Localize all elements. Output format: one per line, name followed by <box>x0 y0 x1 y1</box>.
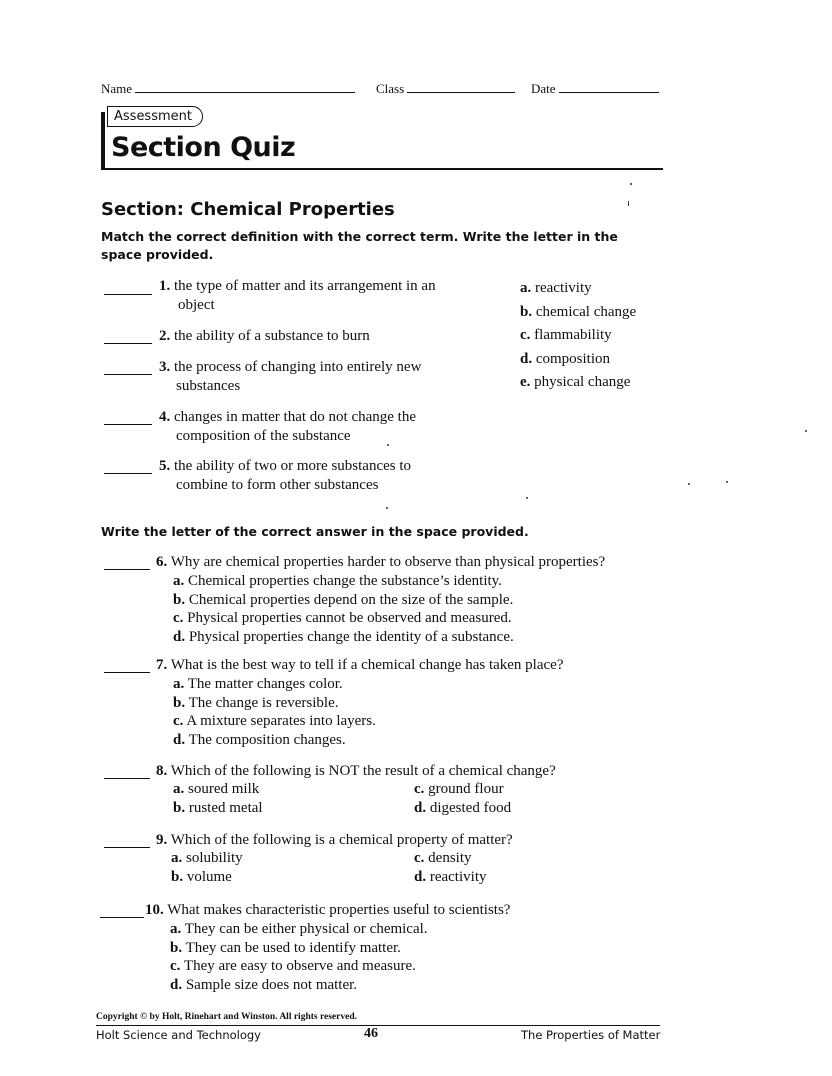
matching-instructions: Match the correct definition with the correct term. Write the letter in the space provided. <box>101 229 618 262</box>
page-number: 46 <box>364 1026 378 1041</box>
scan-speck <box>628 201 629 206</box>
item-number: 1. <box>159 278 171 294</box>
option-letter: c. <box>414 850 425 866</box>
date-label: Date <box>531 81 556 96</box>
option <box>156 712 676 731</box>
term-text: composition <box>535 350 611 367</box>
date-field[interactable] <box>559 80 659 93</box>
matching-item-5 <box>159 457 489 495</box>
term-text: flammability <box>534 327 612 343</box>
question-text: What makes characteristic properties useful to scientists? <box>167 902 511 918</box>
title-rule <box>101 168 663 170</box>
term-letter: a. <box>520 280 532 296</box>
section-heading: Section: Chemical Properties <box>101 199 395 220</box>
page-title-text: Section Quiz <box>111 132 296 163</box>
option-text: They can be either physical or chemical. <box>184 921 428 937</box>
option <box>145 976 675 995</box>
scan-speck <box>726 481 728 483</box>
copyright: Copyright © by Holt, Rinehart and Winston. All rights reserved. <box>96 1012 357 1022</box>
answer-blank-6[interactable] <box>104 569 150 570</box>
question-text: Why are chemical properties harder to observe than physical properties? <box>170 554 606 570</box>
item-text: changes in matter that do not change the <box>174 409 416 425</box>
item-text: the ability of a substance to burn <box>174 328 370 344</box>
term-d <box>520 348 636 372</box>
answer-blank-1[interactable] <box>104 294 152 295</box>
option <box>414 849 472 868</box>
term-text: chemical change <box>535 303 637 320</box>
term-letter: d. <box>520 350 533 367</box>
option-text: density <box>428 850 472 866</box>
item-text-cont: composition of the substance <box>176 428 351 444</box>
option-text: rusted metal <box>188 800 263 816</box>
matching-item-1 <box>159 277 489 315</box>
answer-blank-8[interactable] <box>104 778 150 779</box>
option-letter: b. <box>173 591 186 608</box>
option <box>173 799 263 818</box>
scan-speck <box>386 507 388 509</box>
option <box>156 591 676 610</box>
option <box>156 609 676 628</box>
scan-speck <box>688 483 690 485</box>
answer-blank-5[interactable] <box>104 473 152 474</box>
assessment-badge-label: Assessment <box>114 109 192 124</box>
item-number: 3. <box>159 359 171 375</box>
option-letter: a. <box>170 921 182 937</box>
name-label: Name <box>101 81 133 96</box>
option <box>156 628 676 647</box>
answer-blank-4[interactable] <box>104 424 152 425</box>
mc-instructions: Write the letter of the correct answer in the space provided. <box>101 524 529 539</box>
term-text: reactivity <box>535 280 592 296</box>
option <box>156 572 676 591</box>
option-text: A mixture separates into layers. <box>186 713 376 729</box>
question-9 <box>156 831 676 850</box>
option-text: ground flour <box>428 781 504 797</box>
question-text: What is the best way to tell if a chemical change has taken place? <box>170 657 564 673</box>
option-text: Sample size does not matter. <box>185 976 358 993</box>
option-text: Physical properties cannot be observed and measured. <box>187 610 512 626</box>
option-text: digested food <box>429 800 512 816</box>
option-letter: c. <box>173 610 184 626</box>
footer-right: The Properties of Matter <box>521 1028 661 1042</box>
question-number: 9. <box>156 832 168 848</box>
option-letter: d. <box>414 800 427 816</box>
option-letter: a. <box>173 781 185 797</box>
option-letter: c. <box>414 781 425 797</box>
option-text: reactivity <box>429 869 487 885</box>
option-letter: a. <box>171 850 183 866</box>
class-field[interactable] <box>407 80 515 93</box>
question-number: 8. <box>156 763 168 779</box>
term-c <box>520 324 636 348</box>
item-number: 5. <box>159 458 171 474</box>
option-letter: b. <box>170 939 183 956</box>
answer-blank-10[interactable] <box>100 917 144 918</box>
term-letter: c. <box>520 327 531 343</box>
item-text-cont: combine to form other substances <box>176 477 379 493</box>
question-stem <box>156 656 676 675</box>
option <box>145 920 675 939</box>
option-text: Chemical properties depend on the size of the sample. <box>188 591 514 608</box>
option <box>414 799 511 818</box>
term-letter: e. <box>520 374 531 390</box>
option <box>156 731 676 750</box>
class-label: Class <box>376 81 405 96</box>
question-6 <box>156 553 676 646</box>
answer-blank-7[interactable] <box>104 672 150 673</box>
option-letter: a. <box>173 676 185 692</box>
question-number: 7. <box>156 657 168 673</box>
matching-item-4 <box>159 408 489 446</box>
term-text: physical change <box>534 374 631 390</box>
option-text: They can be used to identify matter. <box>185 939 401 956</box>
assessment-badge <box>107 106 203 127</box>
option-text: Chemical properties change the substance’s identity. <box>188 573 502 589</box>
footer-left: Holt Science and Technology <box>96 1028 261 1042</box>
scan-speck <box>387 444 389 446</box>
option <box>414 868 486 887</box>
question-stem <box>156 553 676 572</box>
term-e <box>520 371 636 395</box>
question-7 <box>156 656 676 749</box>
option-letter: d. <box>170 976 183 993</box>
term-letter: b. <box>520 303 533 320</box>
option <box>156 675 676 694</box>
option <box>414 780 504 799</box>
footer-rule <box>96 1025 660 1026</box>
scan-speck <box>526 497 528 499</box>
option-text: The matter changes color. <box>187 676 343 692</box>
scan-speck <box>805 430 807 432</box>
class-field-group <box>376 80 515 97</box>
option-text: soured milk <box>188 781 260 797</box>
question-stem <box>156 762 676 781</box>
answer-blank-2[interactable] <box>104 343 152 344</box>
option-text: volume <box>186 869 232 885</box>
option-letter: c. <box>173 713 184 729</box>
question-text: Which of the following is a chemical property of matter? <box>170 832 513 848</box>
option <box>173 780 259 799</box>
page-title <box>111 130 295 166</box>
option-text: Physical properties change the identity of a substance. <box>188 628 514 645</box>
option-letter: b. <box>173 800 186 816</box>
matching-item-3 <box>159 358 489 396</box>
option <box>171 868 232 887</box>
item-text-cont: substances <box>176 378 241 394</box>
option-letter: d. <box>414 869 427 885</box>
scan-speck <box>630 183 632 185</box>
terms-list <box>520 277 636 395</box>
question-stem <box>156 831 676 850</box>
item-text-cont: object <box>178 297 215 313</box>
option-letter: d. <box>173 628 186 645</box>
question-number: 6. <box>156 554 168 570</box>
answer-blank-3[interactable] <box>104 374 152 375</box>
term-a <box>520 277 636 301</box>
question-8 <box>156 762 676 781</box>
option-letter: d. <box>173 731 186 748</box>
option-text: solubility <box>186 850 243 866</box>
date-field-group <box>531 80 659 97</box>
option-letter: b. <box>171 869 184 885</box>
answer-blank-9[interactable] <box>104 847 150 848</box>
option-letter: b. <box>173 694 186 711</box>
item-text: the process of changing into entirely new <box>174 359 422 375</box>
question-stem <box>145 901 675 920</box>
item-text: the type of matter and its arrangement in an <box>174 278 436 294</box>
item-text: the ability of two or more substances to <box>174 458 412 474</box>
option <box>145 939 675 958</box>
option-letter: a. <box>173 573 185 589</box>
option-text: They are easy to observe and measure. <box>183 958 416 974</box>
question-number: 10. <box>145 902 164 918</box>
option <box>145 957 675 976</box>
matching-item-2 <box>159 327 489 346</box>
title-left-bar <box>101 112 105 170</box>
name-field[interactable] <box>135 80 355 93</box>
option-text: The composition changes. <box>188 731 346 748</box>
term-b <box>520 301 636 325</box>
option-letter: c. <box>170 958 181 974</box>
option <box>171 849 243 868</box>
option-text: The change is reversible. <box>188 694 339 711</box>
item-number: 2. <box>159 328 171 344</box>
question-10 <box>145 901 675 994</box>
question-text: Which of the following is NOT the result of a chemical change? <box>170 763 556 779</box>
option <box>156 694 676 713</box>
item-number: 4. <box>159 409 171 425</box>
